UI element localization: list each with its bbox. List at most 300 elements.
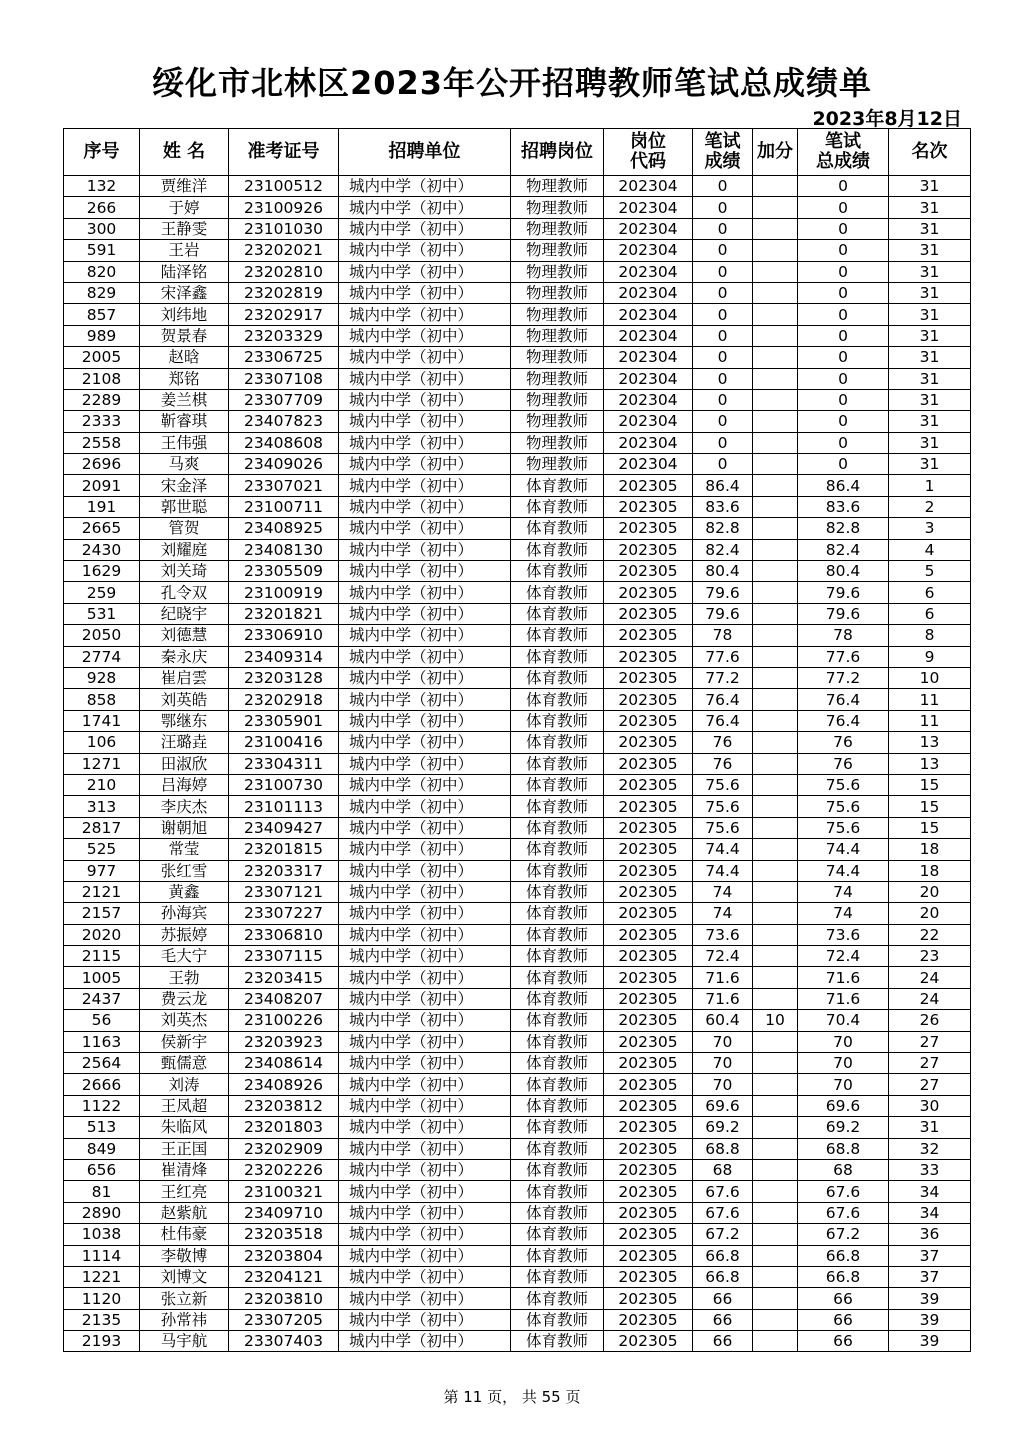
cell-post: 体育教师 xyxy=(511,946,604,967)
cell-exam-id: 23407823 xyxy=(229,411,339,432)
cell-code: 202305 xyxy=(604,1031,693,1052)
cell-score: 70 xyxy=(693,1053,753,1074)
table-row xyxy=(64,1309,971,1330)
cell-unit: 城内中学（初中） xyxy=(339,282,511,303)
cell-post: 体育教师 xyxy=(511,1266,604,1287)
cell-bonus xyxy=(753,496,798,517)
cell-code: 202305 xyxy=(604,561,693,582)
cell-post: 物理教师 xyxy=(511,197,604,218)
cell-bonus xyxy=(753,967,798,988)
table-header-row xyxy=(64,129,971,176)
cell-total: 77.2 xyxy=(798,667,889,688)
cell-seq: 2193 xyxy=(64,1331,140,1352)
cell-code: 202305 xyxy=(604,475,693,496)
cell-unit: 城内中学（初中） xyxy=(339,1202,511,1223)
cell-name: 张红雪 xyxy=(140,860,229,881)
cell-exam-id: 23100711 xyxy=(229,496,339,517)
cell-unit: 城内中学（初中） xyxy=(339,218,511,239)
cell-code: 202305 xyxy=(604,1074,693,1095)
cell-exam-id: 23203415 xyxy=(229,967,339,988)
cell-unit: 城内中学（初中） xyxy=(339,1031,511,1052)
header-post-code xyxy=(604,129,693,176)
cell-unit: 城内中学（初中） xyxy=(339,967,511,988)
cell-rank: 27 xyxy=(889,1031,971,1052)
cell-post: 体育教师 xyxy=(511,1095,604,1116)
cell-post: 体育教师 xyxy=(511,860,604,881)
cell-total: 70 xyxy=(798,1053,889,1074)
cell-exam-id: 23409710 xyxy=(229,1202,339,1223)
cell-bonus xyxy=(753,646,798,667)
cell-seq: 132 xyxy=(64,176,140,197)
cell-seq: 259 xyxy=(64,582,140,603)
cell-name: 宋金泽 xyxy=(140,475,229,496)
cell-name: 王正国 xyxy=(140,1138,229,1159)
cell-seq: 106 xyxy=(64,732,140,753)
table-row xyxy=(64,839,971,860)
cell-name: 王静雯 xyxy=(140,218,229,239)
table-row xyxy=(64,1331,971,1352)
cell-bonus xyxy=(753,796,798,817)
cell-code: 202305 xyxy=(604,1245,693,1266)
cell-seq: 1741 xyxy=(64,710,140,731)
cell-unit: 城内中学（初中） xyxy=(339,881,511,902)
cell-unit: 城内中学（初中） xyxy=(339,1095,511,1116)
cell-post: 体育教师 xyxy=(511,881,604,902)
table-row xyxy=(64,924,971,945)
cell-bonus xyxy=(753,881,798,902)
cell-unit: 城内中学（初中） xyxy=(339,667,511,688)
cell-rank: 23 xyxy=(889,946,971,967)
cell-bonus xyxy=(753,1095,798,1116)
cell-code: 202305 xyxy=(604,1202,693,1223)
cell-total: 74 xyxy=(798,881,889,902)
cell-code: 202305 xyxy=(604,946,693,967)
table-row xyxy=(64,625,971,646)
cell-total: 83.6 xyxy=(798,496,889,517)
cell-post: 体育教师 xyxy=(511,625,604,646)
table-row xyxy=(64,176,971,197)
cell-rank: 15 xyxy=(889,774,971,795)
cell-post: 体育教师 xyxy=(511,1053,604,1074)
cell-seq: 1122 xyxy=(64,1095,140,1116)
cell-bonus xyxy=(753,1202,798,1223)
cell-code: 202304 xyxy=(604,454,693,475)
cell-rank: 6 xyxy=(889,603,971,624)
cell-score: 79.6 xyxy=(693,582,753,603)
cell-exam-id: 23100730 xyxy=(229,774,339,795)
cell-post: 体育教师 xyxy=(511,475,604,496)
cell-post: 物理教师 xyxy=(511,347,604,368)
cell-bonus xyxy=(753,368,798,389)
cell-score: 80.4 xyxy=(693,561,753,582)
cell-seq: 1038 xyxy=(64,1224,140,1245)
cell-unit: 城内中学（初中） xyxy=(339,1266,511,1287)
cell-total: 69.2 xyxy=(798,1117,889,1138)
cell-unit: 城内中学（初中） xyxy=(339,347,511,368)
cell-seq: 2437 xyxy=(64,988,140,1009)
table-body xyxy=(64,176,971,1352)
document-date: 2023年8月12日 xyxy=(812,108,962,130)
table-row xyxy=(64,1031,971,1052)
header-post-code-line2: 代码 xyxy=(630,151,666,172)
cell-exam-id: 23201803 xyxy=(229,1117,339,1138)
cell-unit: 城内中学（初中） xyxy=(339,732,511,753)
cell-post: 体育教师 xyxy=(511,646,604,667)
cell-seq: 989 xyxy=(64,325,140,346)
cell-rank: 34 xyxy=(889,1181,971,1202)
table-row xyxy=(64,689,971,710)
cell-name: 孔令双 xyxy=(140,582,229,603)
cell-rank: 18 xyxy=(889,839,971,860)
table-row xyxy=(64,1224,971,1245)
cell-rank: 5 xyxy=(889,561,971,582)
cell-code: 202305 xyxy=(604,1224,693,1245)
cell-name: 郭世聪 xyxy=(140,496,229,517)
cell-unit: 城内中学（初中） xyxy=(339,176,511,197)
cell-name: 姜兰棋 xyxy=(140,389,229,410)
cell-score: 0 xyxy=(693,389,753,410)
cell-post: 物理教师 xyxy=(511,368,604,389)
table-row xyxy=(64,646,971,667)
cell-seq: 1271 xyxy=(64,753,140,774)
cell-bonus xyxy=(753,411,798,432)
cell-total: 0 xyxy=(798,347,889,368)
cell-score: 77.6 xyxy=(693,646,753,667)
cell-exam-id: 23100919 xyxy=(229,582,339,603)
cell-exam-id: 23307108 xyxy=(229,368,339,389)
cell-post: 体育教师 xyxy=(511,1010,604,1031)
score-table xyxy=(63,128,971,1352)
cell-rank: 34 xyxy=(889,1202,971,1223)
cell-rank: 2 xyxy=(889,496,971,517)
table-row xyxy=(64,881,971,902)
cell-score: 66 xyxy=(693,1331,753,1352)
cell-score: 70 xyxy=(693,1031,753,1052)
cell-post: 体育教师 xyxy=(511,496,604,517)
table-row xyxy=(64,817,971,838)
cell-score: 66.8 xyxy=(693,1266,753,1287)
cell-rank: 10 xyxy=(889,667,971,688)
cell-bonus xyxy=(753,1266,798,1287)
table-row xyxy=(64,218,971,239)
cell-rank: 24 xyxy=(889,967,971,988)
cell-unit: 城内中学（初中） xyxy=(339,240,511,261)
cell-rank: 27 xyxy=(889,1074,971,1095)
cell-code: 202305 xyxy=(604,1331,693,1352)
table-row xyxy=(64,1245,971,1266)
table-row xyxy=(64,496,971,517)
cell-bonus xyxy=(753,176,798,197)
cell-unit: 城内中学（初中） xyxy=(339,1159,511,1180)
cell-code: 202305 xyxy=(604,860,693,881)
cell-post: 体育教师 xyxy=(511,689,604,710)
cell-exam-id: 23408130 xyxy=(229,539,339,560)
cell-seq: 858 xyxy=(64,689,140,710)
table-row xyxy=(64,967,971,988)
header-seq: 序号 xyxy=(64,129,140,176)
cell-total: 79.6 xyxy=(798,603,889,624)
cell-bonus xyxy=(753,732,798,753)
cell-exam-id: 23204121 xyxy=(229,1266,339,1287)
cell-post: 物理教师 xyxy=(511,432,604,453)
cell-total: 0 xyxy=(798,389,889,410)
header-rank: 名次 xyxy=(889,129,971,176)
cell-total: 76.4 xyxy=(798,710,889,731)
table-row xyxy=(64,1288,971,1309)
cell-total: 72.4 xyxy=(798,946,889,967)
cell-total: 73.6 xyxy=(798,924,889,945)
cell-code: 202304 xyxy=(604,176,693,197)
cell-bonus xyxy=(753,603,798,624)
cell-bonus xyxy=(753,903,798,924)
cell-score: 75.6 xyxy=(693,796,753,817)
cell-rank: 11 xyxy=(889,710,971,731)
cell-rank: 32 xyxy=(889,1138,971,1159)
cell-exam-id: 23409314 xyxy=(229,646,339,667)
header-post: 招聘岗位 xyxy=(511,129,604,176)
cell-post: 体育教师 xyxy=(511,774,604,795)
cell-rank: 31 xyxy=(889,197,971,218)
header-written-score-line2: 成绩 xyxy=(704,151,741,172)
cell-rank: 33 xyxy=(889,1159,971,1180)
table-row xyxy=(64,411,971,432)
cell-total: 80.4 xyxy=(798,561,889,582)
cell-rank: 31 xyxy=(889,176,971,197)
cell-post: 体育教师 xyxy=(511,1288,604,1309)
cell-code: 202305 xyxy=(604,967,693,988)
cell-seq: 2289 xyxy=(64,389,140,410)
cell-name: 赵晗 xyxy=(140,347,229,368)
cell-score: 0 xyxy=(693,218,753,239)
cell-score: 70 xyxy=(693,1074,753,1095)
cell-bonus xyxy=(753,946,798,967)
table-row xyxy=(64,1159,971,1180)
cell-score: 0 xyxy=(693,240,753,261)
cell-score: 82.4 xyxy=(693,539,753,560)
table-row xyxy=(64,582,971,603)
cell-exam-id: 23203810 xyxy=(229,1288,339,1309)
cell-total: 74.4 xyxy=(798,860,889,881)
cell-name: 刘英杰 xyxy=(140,1010,229,1031)
cell-name: 侯新宇 xyxy=(140,1031,229,1052)
cell-seq: 1629 xyxy=(64,561,140,582)
cell-exam-id: 23408207 xyxy=(229,988,339,1009)
cell-name: 费云龙 xyxy=(140,988,229,1009)
cell-name: 王红亮 xyxy=(140,1181,229,1202)
cell-unit: 城内中学（初中） xyxy=(339,839,511,860)
cell-seq: 1120 xyxy=(64,1288,140,1309)
cell-score: 74 xyxy=(693,881,753,902)
table-row xyxy=(64,1181,971,1202)
cell-rank: 18 xyxy=(889,860,971,881)
header-total-score-line2: 总成绩 xyxy=(816,151,870,172)
cell-unit: 城内中学（初中） xyxy=(339,988,511,1009)
cell-name: 马爽 xyxy=(140,454,229,475)
cell-code: 202305 xyxy=(604,1181,693,1202)
cell-code: 202305 xyxy=(604,1010,693,1031)
cell-exam-id: 23307227 xyxy=(229,903,339,924)
cell-bonus xyxy=(753,1138,798,1159)
cell-rank: 22 xyxy=(889,924,971,945)
cell-name: 张立新 xyxy=(140,1288,229,1309)
cell-bonus xyxy=(753,1117,798,1138)
cell-total: 70.4 xyxy=(798,1010,889,1031)
cell-total: 75.6 xyxy=(798,817,889,838)
cell-name: 刘涛 xyxy=(140,1074,229,1095)
cell-score: 69.6 xyxy=(693,1095,753,1116)
cell-score: 71.6 xyxy=(693,988,753,1009)
cell-exam-id: 23203923 xyxy=(229,1031,339,1052)
cell-exam-id: 23203804 xyxy=(229,1245,339,1266)
cell-code: 202305 xyxy=(604,732,693,753)
cell-bonus xyxy=(753,1159,798,1180)
cell-exam-id: 23408608 xyxy=(229,432,339,453)
cell-score: 74.4 xyxy=(693,860,753,881)
cell-name: 李敬博 xyxy=(140,1245,229,1266)
cell-name: 苏振婷 xyxy=(140,924,229,945)
cell-exam-id: 23306725 xyxy=(229,347,339,368)
cell-rank: 6 xyxy=(889,582,971,603)
cell-name: 贺景春 xyxy=(140,325,229,346)
table-row xyxy=(64,710,971,731)
cell-code: 202305 xyxy=(604,796,693,817)
cell-total: 0 xyxy=(798,325,889,346)
cell-code: 202305 xyxy=(604,817,693,838)
cell-name: 刘博文 xyxy=(140,1266,229,1287)
cell-post: 体育教师 xyxy=(511,1181,604,1202)
cell-score: 0 xyxy=(693,282,753,303)
cell-exam-id: 23201815 xyxy=(229,839,339,860)
table-row xyxy=(64,518,971,539)
cell-name: 崔启雲 xyxy=(140,667,229,688)
cell-name: 刘英皓 xyxy=(140,689,229,710)
table-row xyxy=(64,475,971,496)
cell-unit: 城内中学（初中） xyxy=(339,1117,511,1138)
table-row xyxy=(64,325,971,346)
cell-total: 0 xyxy=(798,176,889,197)
cell-name: 田淑欣 xyxy=(140,753,229,774)
cell-bonus xyxy=(753,454,798,475)
cell-code: 202305 xyxy=(604,539,693,560)
cell-total: 86.4 xyxy=(798,475,889,496)
cell-code: 202305 xyxy=(604,903,693,924)
cell-name: 黄鑫 xyxy=(140,881,229,902)
cell-seq: 2430 xyxy=(64,539,140,560)
cell-rank: 39 xyxy=(889,1331,971,1352)
cell-unit: 城内中学（初中） xyxy=(339,753,511,774)
cell-bonus xyxy=(753,1053,798,1074)
header-name: 姓 名 xyxy=(140,129,229,176)
table-row xyxy=(64,732,971,753)
cell-rank: 39 xyxy=(889,1288,971,1309)
cell-unit: 城内中学（初中） xyxy=(339,197,511,218)
cell-bonus xyxy=(753,197,798,218)
cell-exam-id: 23307205 xyxy=(229,1309,339,1330)
cell-unit: 城内中学（初中） xyxy=(339,561,511,582)
cell-bonus xyxy=(753,347,798,368)
cell-score: 76.4 xyxy=(693,689,753,710)
cell-code: 202304 xyxy=(604,368,693,389)
cell-bonus xyxy=(753,261,798,282)
cell-name: 管贺 xyxy=(140,518,229,539)
cell-seq: 656 xyxy=(64,1159,140,1180)
cell-code: 202305 xyxy=(604,1095,693,1116)
cell-seq: 266 xyxy=(64,197,140,218)
table-row xyxy=(64,432,971,453)
cell-seq: 2774 xyxy=(64,646,140,667)
cell-name: 秦永庆 xyxy=(140,646,229,667)
cell-score: 67.2 xyxy=(693,1224,753,1245)
cell-bonus xyxy=(753,1074,798,1095)
cell-post: 物理教师 xyxy=(511,240,604,261)
cell-score: 66 xyxy=(693,1288,753,1309)
table-row xyxy=(64,539,971,560)
cell-exam-id: 23203329 xyxy=(229,325,339,346)
cell-total: 71.6 xyxy=(798,967,889,988)
cell-rank: 13 xyxy=(889,732,971,753)
cell-score: 79.6 xyxy=(693,603,753,624)
table-row xyxy=(64,1095,971,1116)
cell-seq: 829 xyxy=(64,282,140,303)
cell-rank: 37 xyxy=(889,1245,971,1266)
cell-score: 76.4 xyxy=(693,710,753,731)
cell-code: 202305 xyxy=(604,1053,693,1074)
cell-name: 孙常祎 xyxy=(140,1309,229,1330)
cell-total: 75.6 xyxy=(798,796,889,817)
header-post-code-line1: 岗位 xyxy=(630,131,666,152)
cell-score: 76 xyxy=(693,753,753,774)
cell-exam-id: 23202918 xyxy=(229,689,339,710)
table-row xyxy=(64,946,971,967)
cell-name: 毛大宁 xyxy=(140,946,229,967)
cell-bonus xyxy=(753,240,798,261)
cell-post: 物理教师 xyxy=(511,176,604,197)
cell-rank: 31 xyxy=(889,261,971,282)
cell-total: 75.6 xyxy=(798,774,889,795)
cell-unit: 城内中学（初中） xyxy=(339,946,511,967)
cell-seq: 2020 xyxy=(64,924,140,945)
table-row xyxy=(64,1202,971,1223)
cell-total: 0 xyxy=(798,454,889,475)
cell-total: 68 xyxy=(798,1159,889,1180)
cell-score: 68.8 xyxy=(693,1138,753,1159)
cell-name: 刘耀庭 xyxy=(140,539,229,560)
cell-exam-id: 23408614 xyxy=(229,1053,339,1074)
table-row xyxy=(64,988,971,1009)
table-row xyxy=(64,1117,971,1138)
table-row xyxy=(64,454,971,475)
cell-exam-id: 23202810 xyxy=(229,261,339,282)
cell-unit: 城内中学（初中） xyxy=(339,1288,511,1309)
cell-rank: 1 xyxy=(889,475,971,496)
cell-score: 0 xyxy=(693,454,753,475)
page-footer: 第 11 页， 共 55 页 xyxy=(443,1388,581,1406)
cell-unit: 城内中学（初中） xyxy=(339,539,511,560)
cell-post: 体育教师 xyxy=(511,817,604,838)
cell-exam-id: 23409427 xyxy=(229,817,339,838)
cell-rank: 20 xyxy=(889,881,971,902)
cell-seq: 525 xyxy=(64,839,140,860)
cell-total: 66 xyxy=(798,1331,889,1352)
cell-seq: 2696 xyxy=(64,454,140,475)
header-bonus: 加分 xyxy=(753,129,798,176)
cell-bonus: 10 xyxy=(753,1010,798,1031)
cell-post: 体育教师 xyxy=(511,582,604,603)
table-row xyxy=(64,1010,971,1031)
cell-bonus xyxy=(753,774,798,795)
cell-post: 体育教师 xyxy=(511,967,604,988)
cell-unit: 城内中学（初中） xyxy=(339,1245,511,1266)
